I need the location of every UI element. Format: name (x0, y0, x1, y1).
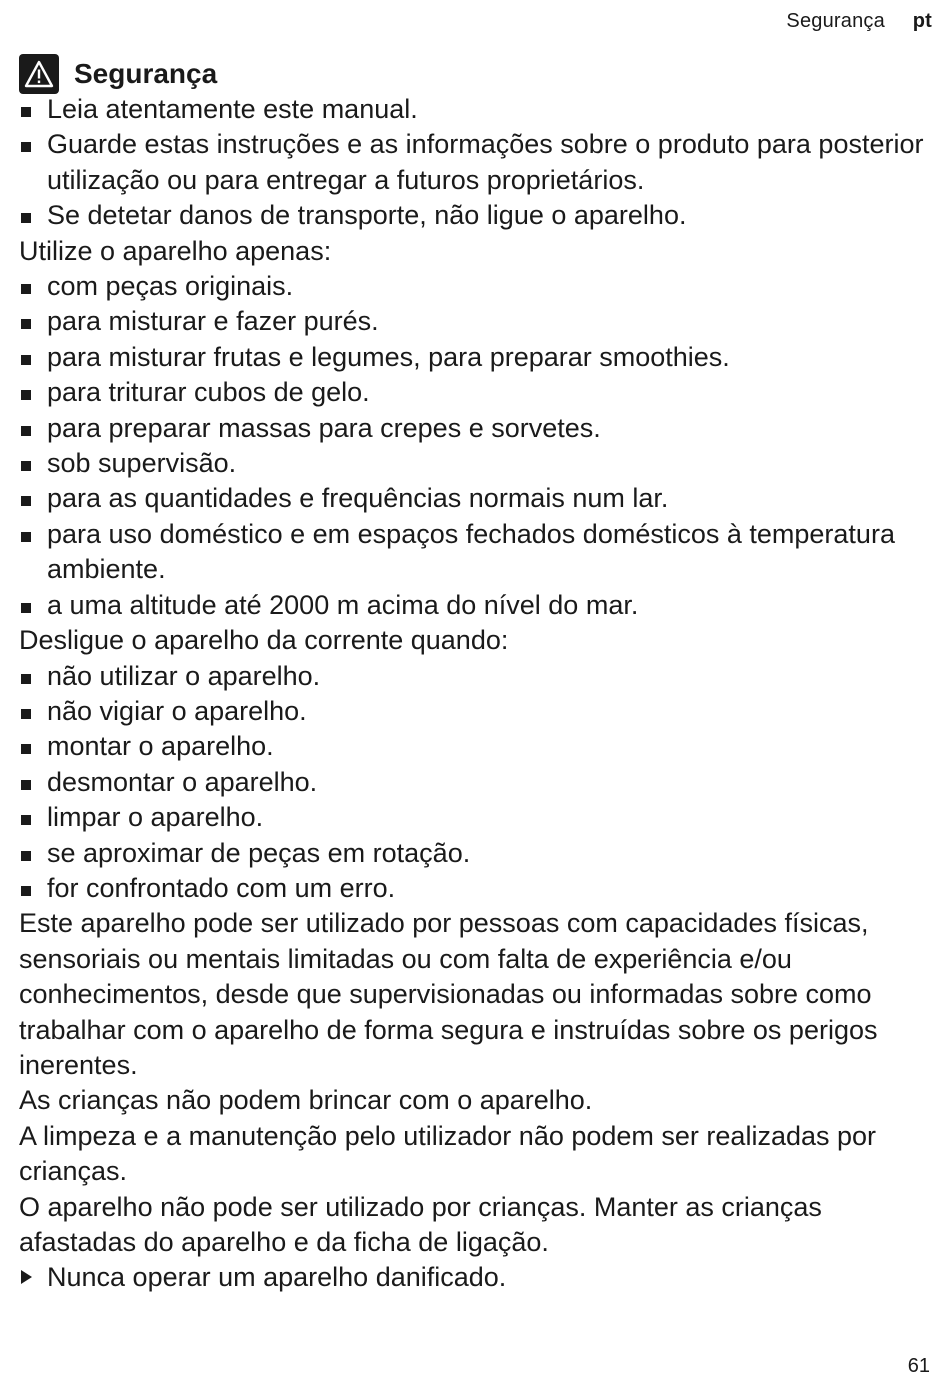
bullet-square-icon (21, 319, 31, 329)
bullet-square-icon (21, 744, 31, 754)
bullet-square-icon (21, 284, 31, 294)
bullet-square-icon (21, 426, 31, 436)
usage-intro: Utilize o aparelho apenas: (19, 235, 332, 266)
list-item: Leia atentamente este manual. (19, 92, 934, 127)
list-item: se aproximar de peças em rotação. (19, 836, 934, 871)
list-item: para uso doméstico e em espaços fechados domésticos à temperatura ambiente. (19, 517, 934, 588)
list-item: não vigiar o aparelho. (19, 694, 934, 729)
header-language-code: pt (912, 10, 932, 32)
bullet-square-icon (21, 532, 31, 542)
bullet-square-icon (21, 142, 31, 152)
list-item: não utilizar o aparelho. (19, 659, 934, 694)
list-item: sob supervisão. (19, 446, 934, 481)
bullet-square-icon (21, 886, 31, 896)
list-item: com peças originais. (19, 269, 934, 304)
paragraph-cleaning: A limpeza e a manutenção pelo utilizador não podem ser realizadas por crianças. (19, 1120, 877, 1187)
list-item: for confrontado com um erro. (19, 871, 934, 906)
paragraph-children-play: As crianças não podem brincar com o aparelho. (19, 1085, 593, 1116)
usage-list (19, 269, 934, 623)
list-item: montar o aparelho. (19, 729, 934, 764)
list-item: limpar o aparelho. (19, 800, 934, 835)
page-header (786, 8, 932, 34)
list-item: para as quantidades e frequências normais num lar. (19, 481, 934, 516)
header-section-title: Segurança (786, 10, 885, 32)
arrow-right-icon (21, 1270, 32, 1284)
bullet-square-icon (21, 780, 31, 790)
disconnect-list (19, 659, 934, 907)
safety-section (19, 51, 934, 1296)
section-title: Segurança (74, 58, 218, 90)
bullet-square-icon (21, 390, 31, 400)
page-number: 61 (907, 1355, 930, 1377)
list-item: Se detetar danos de transporte, não ligue o aparelho. (19, 198, 934, 233)
list-item: para triturar cubos de gelo. (19, 375, 934, 410)
paragraph-capabilities: Este aparelho pode ser utilizado por pessoas com capacidades físicas, sensoriais ou mentais limitadas ou com falta de experiência e/ou conhecimentos, desde que supervisionadas ou informadas sobre como trabalhar com o aparelho de forma segura e instruídas sobre os perigos inerentes. (19, 908, 878, 1080)
section-heading (19, 51, 934, 97)
list-item: para preparar massas para crepes e sorvetes. (19, 411, 934, 446)
bullet-square-icon (21, 461, 31, 471)
bullet-square-icon (21, 603, 31, 613)
warning-triangle-icon (19, 54, 59, 94)
bullet-square-icon (21, 815, 31, 825)
list-item: para misturar e fazer purés. (19, 304, 934, 339)
bullet-square-icon (21, 355, 31, 365)
bullet-square-icon (21, 213, 31, 223)
list-item: para misturar frutas e legumes, para preparar smoothies. (19, 340, 934, 375)
disconnect-intro: Desligue o aparelho da corrente quando: (19, 625, 509, 656)
list-item: a uma altitude até 2000 m acima do nível do mar. (19, 588, 934, 623)
general-instructions-list (19, 92, 934, 234)
bullet-square-icon (21, 851, 31, 861)
list-item: desmontar o aparelho. (19, 765, 934, 800)
paragraph-children-use: O aparelho não pode ser utilizado por crianças. Manter as crianças afastadas do aparelho e da ficha de ligação. (19, 1191, 822, 1257)
bullet-square-icon (21, 709, 31, 719)
instruction-step (19, 1260, 934, 1295)
list-item: Guarde estas instruções e as informações sobre o produto para posterior utilização ou para entregar a futuros proprietários. (19, 127, 934, 198)
instruction-text: Nunca operar um aparelho danificado. (47, 1262, 507, 1293)
bullet-square-icon (21, 674, 31, 684)
bullet-square-icon (21, 496, 31, 506)
bullet-square-icon (21, 107, 31, 117)
